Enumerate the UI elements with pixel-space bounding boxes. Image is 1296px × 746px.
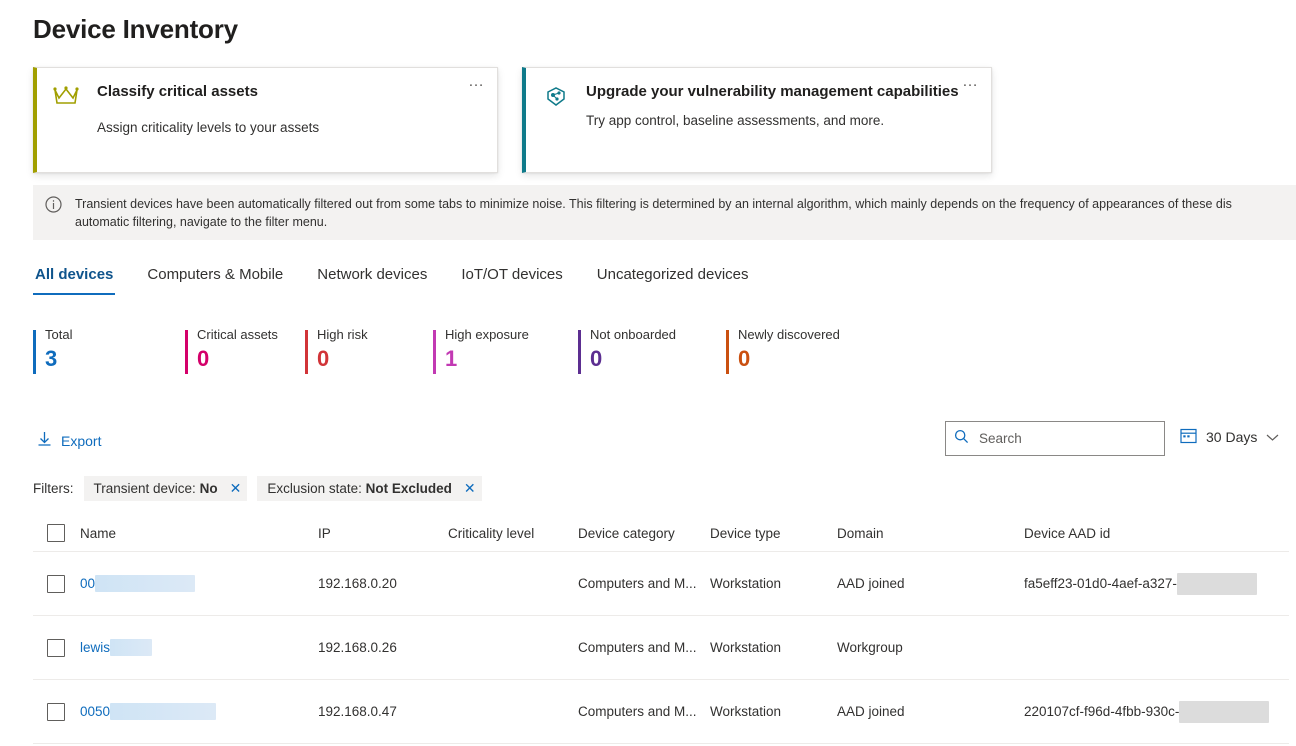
filter-chip-transient-device[interactable] — [84, 476, 248, 501]
cell-device-aad-id — [1024, 701, 1289, 723]
stat-label: Newly discovered — [738, 327, 840, 342]
column-header-name[interactable]: Name — [80, 525, 117, 541]
promo-card-title: Upgrade your vulnerability management capabilities — [586, 83, 959, 100]
summary-stats — [33, 327, 886, 372]
filter-chip-value: Not Excluded — [365, 481, 452, 496]
search-icon — [954, 429, 969, 449]
device-table — [33, 515, 1289, 744]
row-checkbox[interactable] — [47, 639, 65, 657]
stat-high-risk[interactable] — [305, 327, 433, 372]
table-row[interactable] — [33, 616, 1289, 680]
redacted-name — [110, 703, 216, 720]
aad-id-text: fa5eff23-01d0-4aef-a327- — [1024, 576, 1177, 591]
device-tabs — [33, 260, 751, 295]
stat-label: Not onboarded — [590, 327, 677, 342]
cell-device-category: Computers and M... — [578, 640, 697, 655]
redacted-aad-id — [1179, 701, 1269, 723]
select-all-checkbox[interactable] — [47, 524, 65, 542]
cell-name[interactable] — [80, 575, 318, 592]
active-filters — [33, 476, 482, 501]
table-header-row — [33, 515, 1289, 552]
promo-cards — [33, 67, 992, 173]
filter-chip-text — [94, 481, 218, 496]
stat-total[interactable] — [33, 327, 185, 372]
vulnerability-shield-icon — [542, 82, 586, 172]
column-header-criticality-level[interactable]: Criticality level — [448, 525, 535, 541]
promo-card-classify-critical-assets[interactable] — [33, 67, 498, 173]
promo-card-subtitle: Try app control, baseline assessments, and more. — [586, 113, 885, 128]
stat-value: 0 — [738, 346, 751, 371]
calendar-icon — [1180, 427, 1197, 447]
device-name-link[interactable]: 0050 — [80, 704, 111, 719]
cell-domain: Workgroup — [837, 640, 903, 655]
chevron-down-icon — [1266, 429, 1279, 445]
cell-domain: AAD joined — [837, 576, 905, 591]
stat-high-exposure[interactable] — [433, 327, 578, 372]
stat-value: 1 — [445, 346, 458, 371]
row-checkbox-cell — [33, 575, 80, 593]
stat-label: High risk — [317, 327, 368, 342]
filter-chip-name: Exclusion state: — [267, 481, 362, 496]
stat-critical-assets[interactable] — [185, 327, 305, 372]
cell-ip: 192.168.0.20 — [318, 576, 397, 591]
column-header-ip[interactable]: IP — [318, 525, 331, 541]
filter-chip-name: Transient device: — [93, 481, 196, 496]
stat-newly-discovered[interactable] — [726, 327, 886, 372]
cell-device-category: Computers and M... — [578, 704, 697, 719]
column-header-domain[interactable]: Domain — [837, 525, 884, 541]
stat-value: 0 — [590, 346, 603, 371]
select-all-checkbox-cell — [33, 524, 80, 542]
redacted-aad-id — [1177, 573, 1257, 595]
stat-value: 3 — [45, 346, 58, 371]
column-header-device-type[interactable]: Device type — [710, 525, 781, 541]
filters-label: Filters: — [33, 481, 74, 496]
cell-ip: 192.168.0.26 — [318, 640, 397, 655]
device-name-link[interactable]: 00 — [80, 576, 96, 591]
promo-card-title: Classify critical assets — [97, 83, 258, 100]
date-range-label: 30 Days — [1206, 429, 1258, 445]
info-icon — [45, 195, 75, 240]
table-row[interactable] — [33, 552, 1289, 616]
close-icon[interactable]: ✕ — [229, 480, 242, 496]
tab-computers-mobile[interactable]: Computers & Mobile — [147, 266, 284, 283]
export-label: Export — [61, 432, 102, 449]
filter-chip-text — [267, 481, 452, 496]
cell-name[interactable] — [80, 703, 318, 720]
cell-device-aad-id — [1024, 573, 1289, 595]
transient-devices-banner — [33, 185, 1296, 240]
promo-card-more-options-icon[interactable]: … — [468, 73, 485, 90]
filter-chip-exclusion-state[interactable] — [257, 476, 481, 501]
promo-card-upgrade-vulnerability-management[interactable] — [522, 67, 992, 173]
export-button[interactable] — [37, 431, 101, 450]
column-header-device-aad-id[interactable]: Device AAD id — [1024, 525, 1111, 541]
redacted-name — [95, 575, 195, 592]
tab-iot-ot-devices[interactable]: IoT/OT devices — [461, 266, 563, 283]
cell-device-type: Workstation — [710, 704, 782, 719]
crown-icon — [53, 82, 97, 172]
close-icon[interactable]: ✕ — [463, 480, 476, 496]
cell-ip: 192.168.0.47 — [318, 704, 397, 719]
cell-device-category: Computers and M... — [578, 576, 697, 591]
cell-device-type: Workstation — [710, 640, 782, 655]
download-icon — [37, 431, 52, 450]
column-header-device-category[interactable]: Device category — [578, 525, 675, 541]
filter-chip-value: No — [199, 481, 218, 496]
row-checkbox-cell — [33, 703, 80, 721]
redacted-name — [110, 639, 152, 656]
promo-card-more-options-icon[interactable]: … — [962, 73, 979, 90]
stat-label: Total — [45, 327, 73, 342]
row-checkbox[interactable] — [47, 575, 65, 593]
promo-card-subtitle: Assign criticality levels to your assets — [97, 120, 320, 135]
cell-device-type: Workstation — [710, 576, 782, 591]
table-row[interactable] — [33, 680, 1289, 744]
tab-uncategorized-devices[interactable]: Uncategorized devices — [596, 266, 749, 283]
tab-all-devices[interactable]: All devices — [33, 260, 115, 295]
stat-not-onboarded[interactable] — [578, 327, 726, 372]
row-checkbox[interactable] — [47, 703, 65, 721]
row-checkbox-cell — [33, 639, 80, 657]
tab-network-devices[interactable]: Network devices — [317, 266, 428, 283]
date-range-picker[interactable] — [1180, 427, 1279, 447]
stat-label: Critical assets — [197, 327, 278, 342]
cell-domain: AAD joined — [837, 704, 905, 719]
search-box[interactable] — [945, 421, 1165, 456]
aad-id-text: 220107cf-f96d-4fbb-930c- — [1024, 704, 1180, 719]
stat-value: 0 — [317, 346, 330, 371]
cell-name[interactable] — [80, 639, 318, 656]
stat-value: 0 — [197, 346, 210, 371]
page-title: Device Inventory — [33, 14, 238, 44]
device-name-link[interactable]: lewis — [80, 640, 111, 655]
banner-text: Transient devices have been automatically filtered out from some tabs to minimize noise. This filtering is determined by an internal algorithm, which mainly depends on the frequency of appearances of these dis automatic filtering, navigate to the filter menu. — [75, 197, 1232, 229]
search-input[interactable] — [977, 430, 1156, 447]
stat-label: High exposure — [445, 327, 529, 342]
